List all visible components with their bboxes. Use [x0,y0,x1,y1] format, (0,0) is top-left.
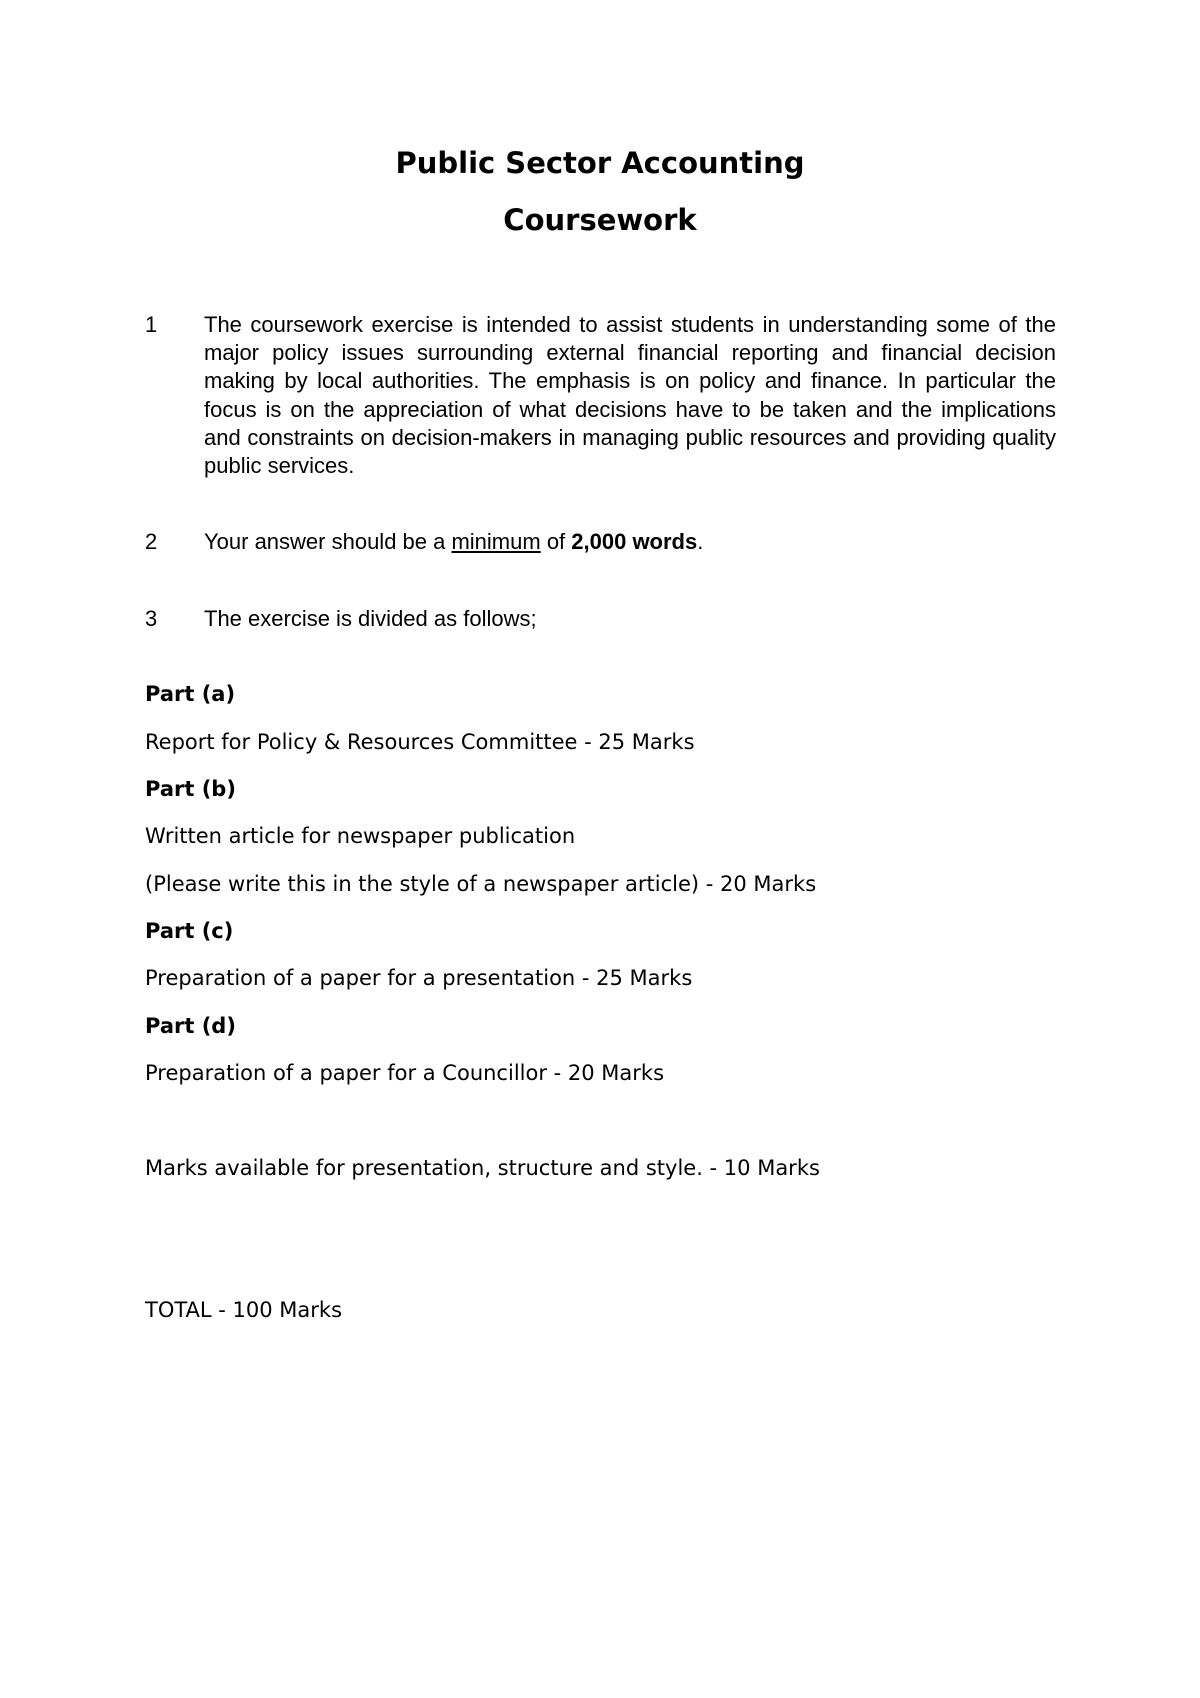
document-title: Public Sector Accounting [395,146,805,180]
document-subtitle: Coursework [503,203,697,237]
item-number: 2 [145,529,158,554]
item-text-after: . [697,529,704,554]
part-heading: Part (c) [145,919,234,943]
part-line: Preparation of a paper for a presentation - 25 Marks [145,966,693,990]
part-heading: Part (a) [145,682,236,706]
presentation-marks: Marks available for presentation, structure and style. - 10 Marks [145,1156,820,1180]
item-number: 3 [145,606,158,631]
item-text: The coursework exercise is intended to assist students in understanding some of the major policy issues surrounding external financial reporting and financial decision making by local authorities. The emphasis is on policy and finance. In particular the focus is on the appreciation of what decisions have to be taken and the implications and constraints on decision-makers in managing public resources and providing quality public services. [204,312,1056,479]
item-text-middle: of [540,529,572,554]
emphasis-bold: 2,000 words [571,529,698,554]
part-heading: Part (b) [145,777,236,801]
emphasis-underlined: minimum [451,529,541,554]
item-text [204,528,1056,556]
part-line: Preparation of a paper for a Councillor - 20 Marks [145,1061,665,1085]
item-text-before: Your answer should be a [204,529,452,554]
item-number: 1 [145,312,158,337]
part-line: (Please write this in the style of a newspaper article) - 20 Marks [145,872,817,896]
total-marks: TOTAL - 100 Marks [145,1298,343,1322]
part-heading: Part (d) [145,1014,236,1038]
part-line: Report for Policy & Resources Committee - 25 Marks [145,730,695,754]
part-line: Written article for newspaper publication [145,824,576,848]
item-text: The exercise is divided as follows; [204,606,537,631]
